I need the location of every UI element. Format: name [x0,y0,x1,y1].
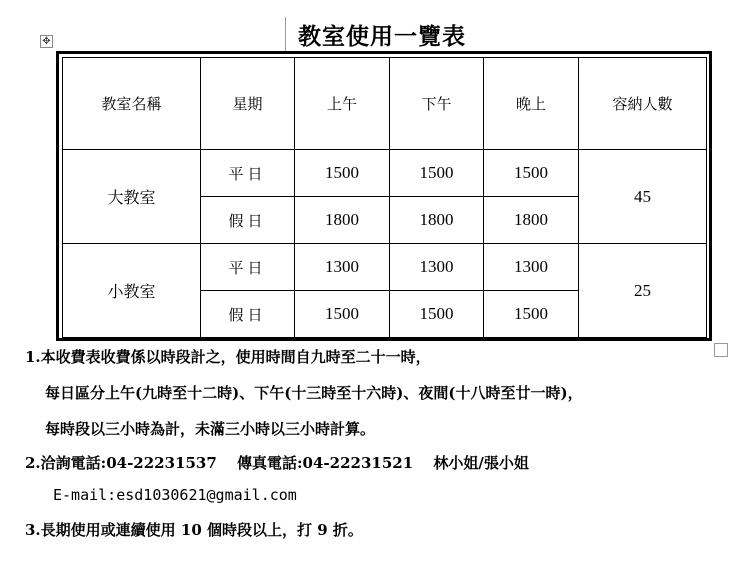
afternoon-fee-cell: 1500 [390,291,484,338]
schedule-table [62,57,707,338]
day-cell: 平日 [201,150,295,197]
morning-fee-cell: 1800 [295,197,390,244]
header-day: 星期 [201,58,295,150]
evening-fee-cell: 1500 [484,291,579,338]
note-1-continued-2: 每時段以三小時為計，未滿三小時以三小時計算。 [45,420,376,438]
afternoon-fee-cell: 1800 [390,197,484,244]
schedule-table-frame [56,51,712,341]
morning-fee-cell: 1500 [295,150,390,197]
evening-fee-cell: 1300 [484,244,579,291]
evening-fee-cell: 1800 [484,197,579,244]
note-1: 1.本收費表收費係以時段計之，使用時間自九時至二十一時， [25,348,431,366]
morning-fee-cell: 1300 [295,244,390,291]
day-cell: 假日 [201,197,295,244]
note-2-email: E-mail:esd1030621@gmail.com [53,486,297,504]
note-3: 3.長期使用或連續使用 10 個時段以上，打 9 折。 [25,521,363,539]
capacity-cell: 25 [579,244,707,338]
afternoon-fee-cell: 1300 [390,244,484,291]
morning-fee-cell: 1500 [295,291,390,338]
table-row [63,244,707,291]
header-capacity: 容納人數 [579,58,707,150]
afternoon-fee-cell: 1500 [390,150,484,197]
evening-fee-cell: 1500 [484,150,579,197]
room-name-cell: 大教室 [63,150,201,244]
table-header-row [63,58,707,150]
header-morning: 上午 [295,58,390,150]
table-resize-handle-icon[interactable] [714,343,728,357]
text-cursor-line [285,17,286,51]
page-title: 教室使用一覽表 [298,23,466,50]
note-2: 2.洽詢電話:04-22231537 傳真電話:04-22231521 林小姐/張小姐 [25,454,529,472]
day-cell: 平日 [201,244,295,291]
header-afternoon: 下午 [390,58,484,150]
header-evening: 晚上 [484,58,579,150]
table-row [63,150,707,197]
note-1-continued: 每日區分上午(九時至十二時)、下午(十三時至十六時)、夜間(十八時至廿一時)， [45,384,583,402]
day-cell: 假日 [201,291,295,338]
capacity-cell: 45 [579,150,707,244]
table-move-handle-icon[interactable]: ✥ [40,35,53,48]
header-room-name: 教室名稱 [63,58,201,150]
room-name-cell: 小教室 [63,244,201,338]
